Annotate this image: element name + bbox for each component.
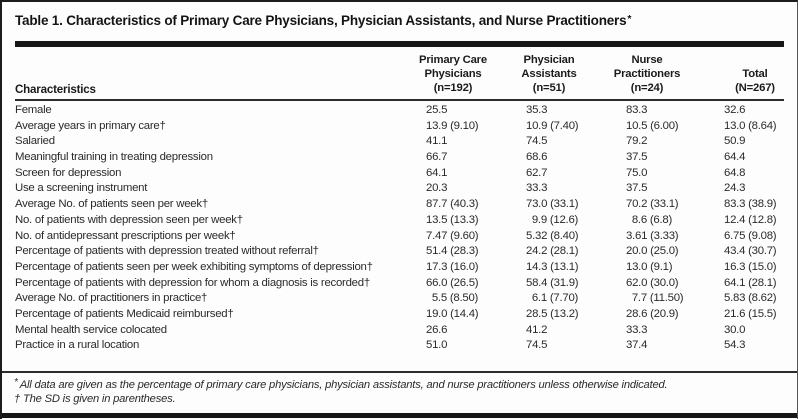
cell-pcp: 41.1 — [426, 135, 448, 148]
row-label: Percentage of patients with depression for whom a diagnosis is recorded† — [15, 276, 370, 289]
cell-pcp: 5.5 (8.50) — [426, 292, 479, 305]
row-label: Average years in primary care† — [15, 119, 166, 132]
row-label: Percentage of patients Medicaid reimbursed† — [15, 307, 234, 320]
cell-pcp: 87.7 (40.3) — [426, 198, 479, 211]
column-header-nurse-practitioners: Nurse Practitioners (n=24) — [613, 54, 681, 95]
table-row — [15, 323, 784, 339]
table-row — [15, 134, 784, 150]
cell-total: 50.9 — [724, 135, 746, 148]
cell-total: 21.6 (15.5) — [724, 307, 777, 320]
cell-pcp: 7.47 (9.60) — [426, 229, 479, 242]
cell-pa: 68.6 — [526, 151, 548, 164]
footnote-text: All data are given as the percentage of primary care physicians, physician assistants, and nurse practitioners unless otherwise indicated. — [19, 379, 668, 391]
cell-pa: 58.4 (31.9) — [526, 276, 579, 289]
table-row — [15, 260, 784, 276]
table-title-footnote-marker: * — [627, 13, 632, 25]
table-row — [15, 166, 784, 182]
table-row — [15, 197, 784, 213]
cell-np: 10.5 (6.00) — [626, 119, 679, 132]
cell-total: 30.0 — [724, 323, 746, 336]
cell-pa: 73.0 (33.1) — [526, 198, 579, 211]
cell-pcp: 25.5 — [426, 104, 448, 116]
header-divider-rule — [15, 99, 784, 101]
row-label: Salaried — [15, 135, 55, 148]
cell-np: 75.0 — [626, 166, 648, 179]
row-label: Percentage of patients seen per week exhibiting symptoms of depression† — [15, 260, 373, 273]
table-row — [15, 291, 784, 307]
cell-pa: 74.5 — [526, 135, 548, 148]
cell-pcp: 19.0 (14.4) — [426, 307, 479, 320]
cell-pcp: 64.1 — [426, 166, 448, 179]
cell-pa: 24.2 (28.1) — [526, 245, 579, 258]
cell-total: 6.75 (9.08) — [724, 229, 777, 242]
cell-np: 37.5 — [626, 182, 648, 195]
cell-pcp: 51.4 (28.3) — [426, 245, 479, 258]
footnote-marker: † — [14, 392, 21, 405]
cell-np: 70.2 (33.1) — [626, 198, 679, 211]
table-row — [15, 103, 784, 119]
cell-total: 64.4 — [724, 151, 746, 164]
footnote-divider-rule — [2, 371, 798, 373]
cell-pcp: 26.6 — [426, 323, 448, 336]
row-label: Practice in a rural location — [15, 339, 140, 352]
column-header-characteristics: Characteristics — [15, 83, 96, 97]
row-label: Screen for depression — [15, 166, 122, 179]
row-label: Use a screening instrument — [15, 182, 148, 195]
row-label: Percentage of patients with depression treated without referral† — [15, 245, 319, 258]
bottom-border-bar — [2, 413, 798, 418]
row-label: Mental health service colocated — [15, 323, 167, 336]
cell-pcp: 13.9 (9.10) — [426, 119, 479, 132]
footnote-asterisk — [14, 379, 794, 393]
table-row — [15, 213, 784, 229]
table-row — [15, 338, 784, 354]
cell-np: 37.5 — [626, 151, 648, 164]
row-label: Average No. of practitioners in practice† — [15, 292, 208, 305]
row-label: Female — [15, 104, 52, 116]
cell-total: 64.1 (28.1) — [724, 276, 777, 289]
table-body — [15, 103, 784, 354]
table-header-row — [15, 52, 784, 99]
table-row — [15, 244, 784, 260]
cell-pcp: 17.3 (16.0) — [426, 260, 479, 273]
cell-np: 3.61 (3.33) — [626, 229, 679, 242]
column-header-primary-care-physicians: Primary Care Physicians (n=192) — [419, 54, 487, 95]
table-title-text: Table 1. Characteristics of Primary Care Physicians, Physician Assistants, and Nurse Practitioners — [15, 13, 627, 28]
footnotes — [14, 379, 794, 407]
cell-np: 62.0 (30.0) — [626, 276, 679, 289]
cell-np: 83.3 — [626, 104, 648, 116]
column-header-physician-assistants: Physician Assistants (n=51) — [521, 54, 577, 95]
cell-pa: 28.5 (13.2) — [526, 307, 579, 320]
cell-pcp: 66.7 — [426, 151, 448, 164]
table-row — [15, 150, 784, 166]
cell-total: 32.6 — [724, 104, 746, 116]
cell-total: 13.0 (8.64) — [724, 119, 777, 132]
cell-pa: 74.5 — [526, 339, 548, 352]
cell-np: 13.0 (9.1) — [626, 260, 673, 273]
cell-total: 24.3 — [724, 182, 746, 195]
cell-total: 16.3 (15.0) — [724, 260, 777, 273]
table-title — [15, 13, 790, 28]
table-row — [15, 307, 784, 323]
cell-pcp: 66.0 (26.5) — [426, 276, 479, 289]
cell-total: 43.4 (30.7) — [724, 245, 777, 258]
row-label: Average No. of patients seen per week† — [15, 198, 208, 211]
cell-np: 28.6 (20.9) — [626, 307, 679, 320]
cell-pa: 10.9 (7.40) — [526, 119, 579, 132]
cell-pa: 14.3 (13.1) — [526, 260, 579, 273]
cell-np: 8.6 (6.8) — [626, 213, 672, 226]
table-row — [15, 181, 784, 197]
cell-pa: 6.1 (7.70) — [526, 292, 579, 305]
cell-pa: 35.3 — [526, 104, 548, 116]
cell-np: 7.7 (11.50) — [626, 292, 684, 305]
cell-total: 54.3 — [724, 339, 746, 352]
cell-pa: 33.3 — [526, 182, 548, 195]
table-row — [15, 119, 784, 135]
row-label: Meaningful training in treating depression — [15, 151, 213, 164]
cell-pa: 5.32 (8.40) — [526, 229, 579, 242]
cell-pcp: 51.0 — [426, 339, 448, 352]
footnote-text: The SD is given in parentheses. — [23, 392, 176, 405]
cell-np: 37.4 — [626, 339, 648, 352]
cell-pcp: 20.3 — [426, 182, 448, 195]
footnote-dagger — [14, 393, 794, 407]
title-divider-bar — [15, 41, 784, 47]
table-row — [15, 229, 784, 245]
footnote-marker: * — [14, 377, 18, 388]
row-label: No. of antidepressant prescriptions per week† — [15, 229, 236, 242]
cell-pa: 41.2 — [526, 323, 548, 336]
cell-total: 64.8 — [724, 166, 746, 179]
row-label: No. of patients with depression seen per week† — [15, 213, 243, 226]
cell-np: 79.2 — [626, 135, 648, 148]
cell-pa: 9.9 (12.6) — [526, 213, 579, 226]
cell-total: 5.83 (8.62) — [724, 292, 777, 305]
cell-pcp: 13.5 (13.3) — [426, 213, 479, 226]
table-row — [15, 276, 784, 292]
cell-total: 12.4 (12.8) — [724, 213, 777, 226]
cell-np: 33.3 — [626, 323, 648, 336]
cell-total: 83.3 (38.9) — [724, 198, 777, 211]
cell-pa: 62.7 — [526, 166, 548, 179]
cell-np: 20.0 (25.0) — [626, 245, 679, 258]
column-header-total: Total (N=267) — [735, 68, 775, 95]
